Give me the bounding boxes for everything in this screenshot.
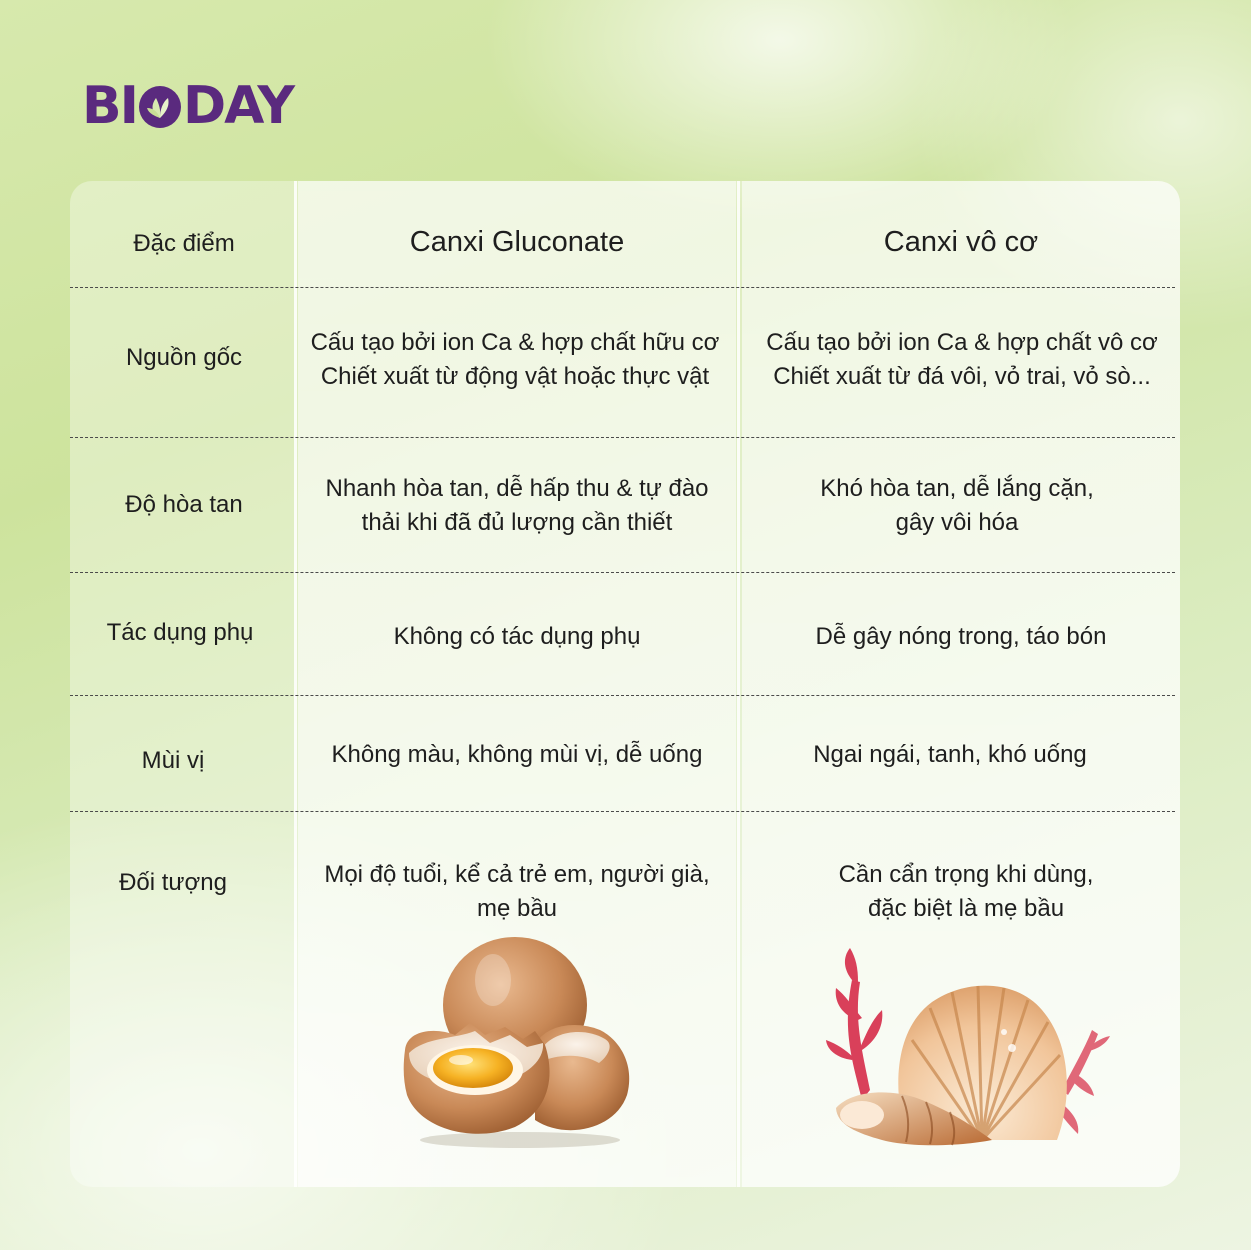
header-canxi-gluconate: Canxi Gluconate (409, 225, 625, 258)
row-label-do-hoa-tan: Độ hòa tan (125, 491, 243, 519)
row-label-tac-dung-phu: Tác dụng phụ (106, 619, 254, 647)
bioday-logo (82, 78, 293, 134)
row-label-doi-tuong: Đối tượng (119, 869, 227, 897)
header-label: Đặc điểm (133, 230, 235, 258)
cell-mui-vi-vo-co: Ngai ngái, tanh, khó uống (813, 741, 1087, 769)
header-canxi-vo-co: Canxi vô cơ (883, 225, 1039, 258)
cell-doi-tuong-vo-co: Cần cẩn trọng khi dùng, đặc biệt là mẹ bầu (838, 861, 1094, 922)
row-label-nguon-goc: Nguồn gốc (125, 344, 243, 372)
cell-doi-tuong-gluconate: Mọi độ tuổi, kể cả trẻ em, người già, mẹ bầu (324, 861, 710, 922)
logo-text-right: DAY (182, 76, 294, 136)
row-label-mui-vi: Mùi vị (141, 747, 205, 775)
cell-do-hoa-tan-vo-co: Khó hòa tan, dễ lắng cặn, gây vôi hóa (820, 475, 1094, 536)
cell-nguon-goc-gluconate: Cấu tạo bởi ion Ca & hợp chất hữu cơ Chiết xuất từ động vật hoặc thực vật (310, 329, 720, 390)
egg-illustration (395, 935, 645, 1150)
row-divider (70, 695, 1175, 696)
cell-tac-dung-phu-vo-co: Dễ gây nóng trong, táo bón (815, 623, 1107, 651)
leaf-icon (139, 86, 181, 128)
cell-nguon-goc-vo-co: Cấu tạo bởi ion Ca & hợp chất vô cơ Chiết xuất từ đá vôi, vỏ trai, vỏ sò... (766, 329, 1158, 390)
logo-text-left: BI (82, 76, 137, 136)
cell-tac-dung-phu-gluconate: Không có tác dụng phụ (393, 623, 641, 651)
row-divider (70, 287, 1175, 288)
row-divider (70, 811, 1175, 812)
cell-do-hoa-tan-gluconate: Nhanh hòa tan, dễ hấp thu & tự đào thải khi đã đủ lượng cần thiết (325, 475, 709, 536)
seashell-illustration (822, 940, 1112, 1160)
row-divider (70, 572, 1175, 573)
column-divider (737, 181, 740, 1187)
row-divider (70, 437, 1175, 438)
cell-mui-vi-gluconate: Không màu, không mùi vị, dễ uống (331, 741, 703, 769)
